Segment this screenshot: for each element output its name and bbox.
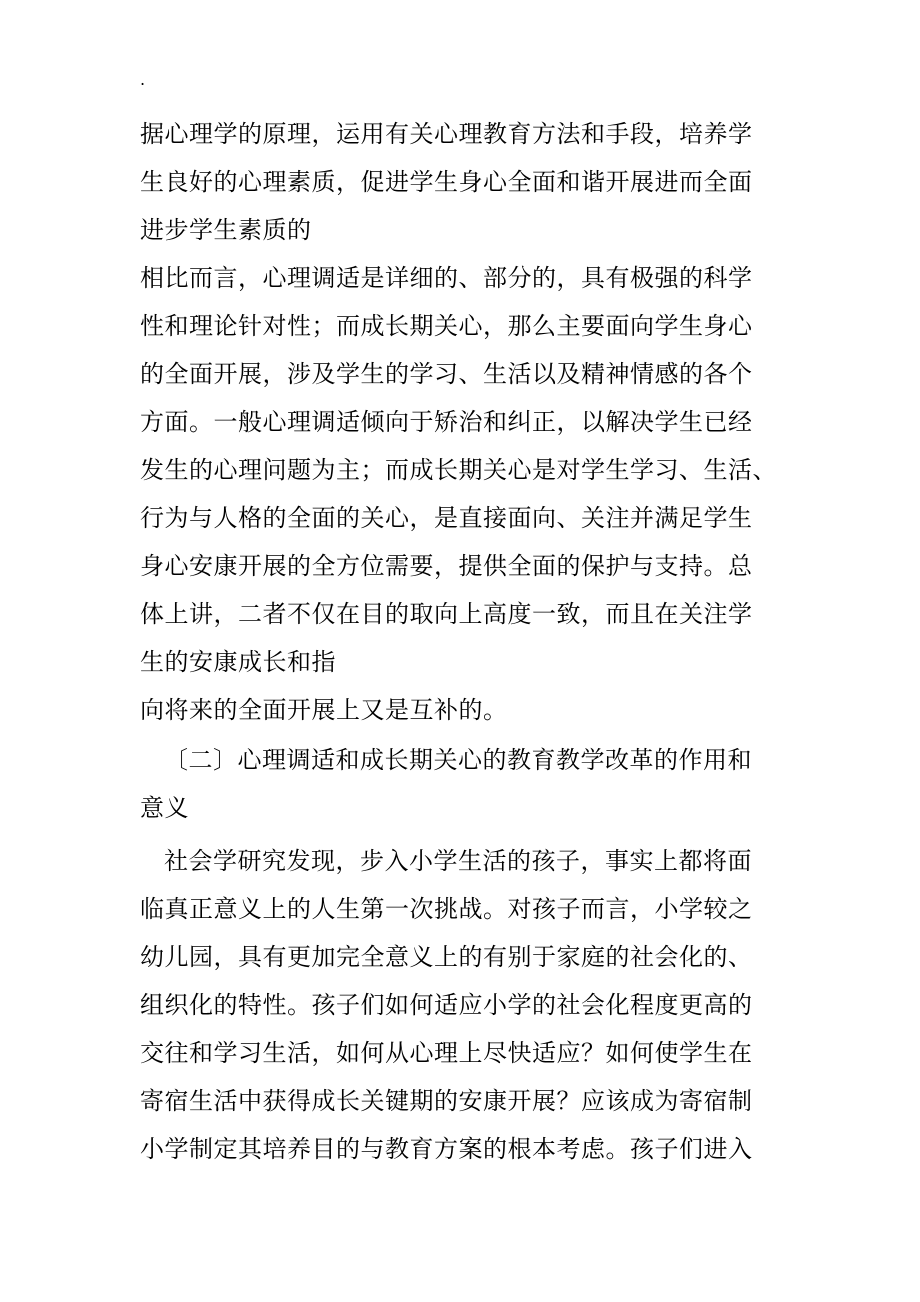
text-line-10: 身心安康开展的全方位需要，提供全面的保护与支持。总 [140, 552, 753, 580]
text-line-16: 社会学研究发现，步入小学生活的孩子，事实上都将面 [164, 847, 752, 875]
text-line-8: 发生的心理问题为主；而成长期关心是对学生学习、生活、 [140, 456, 777, 484]
text-line-6: 的全面开展，涉及学生的学习、生活以及精神情感的各个 [140, 360, 753, 388]
text-line-5: 性和理论针对性；而成长期关心，那么主要面向学生身心 [140, 312, 753, 340]
text-line-20: 交往和学习生活，如何从心理上尽快适应？如何使学生在 [140, 1039, 753, 1067]
page-marker: . [140, 70, 146, 89]
text-line-1: 据心理学的原理，运用有关心理教育方法和手段，培养学 [140, 120, 753, 148]
text-line-4: 相比而言，心理调适是详细的、部分的，具有极强的科学 [140, 264, 753, 292]
text-line-13: 向将来的全面开展上又是互补的。 [140, 696, 508, 724]
section-heading-cont: 意义 [140, 794, 189, 822]
text-line-2: 生良好的心理素质，促进学生身心全面和谐开展进而全面 [140, 168, 753, 196]
text-line-19: 组织化的特性。孩子们如何适应小学的社会化程度更高的 [140, 991, 753, 1019]
text-line-7: 方面。一般心理调适倾向于矫治和纠正，以解决学生已经 [140, 408, 753, 436]
text-line-3: 进步学生素质的 [140, 216, 312, 244]
text-line-9: 行为与人格的全面的关心，是直接面向、关注并满足学生 [140, 504, 753, 532]
text-line-21: 寄宿生活中获得成长关键期的安康开展？应该成为寄宿制 [140, 1087, 753, 1115]
section-heading: 〔二〕心理调适和成长期关心的教育教学改革的作用和 [164, 746, 752, 774]
text-line-11: 体上讲，二者不仅在目的取向上高度一致，而且在关注学 [140, 600, 753, 628]
text-line-22: 小学制定其培养目的与教育方案的根本考虑。孩子们进入 [140, 1135, 753, 1163]
text-line-12: 生的安康成长和指 [140, 648, 336, 676]
text-line-17: 临真正意义上的人生第一次挑战。对孩子而言，小学较之 [140, 895, 753, 923]
text-line-18: 幼儿园，具有更加完全意义上的有别于家庭的社会化的、 [140, 943, 753, 971]
